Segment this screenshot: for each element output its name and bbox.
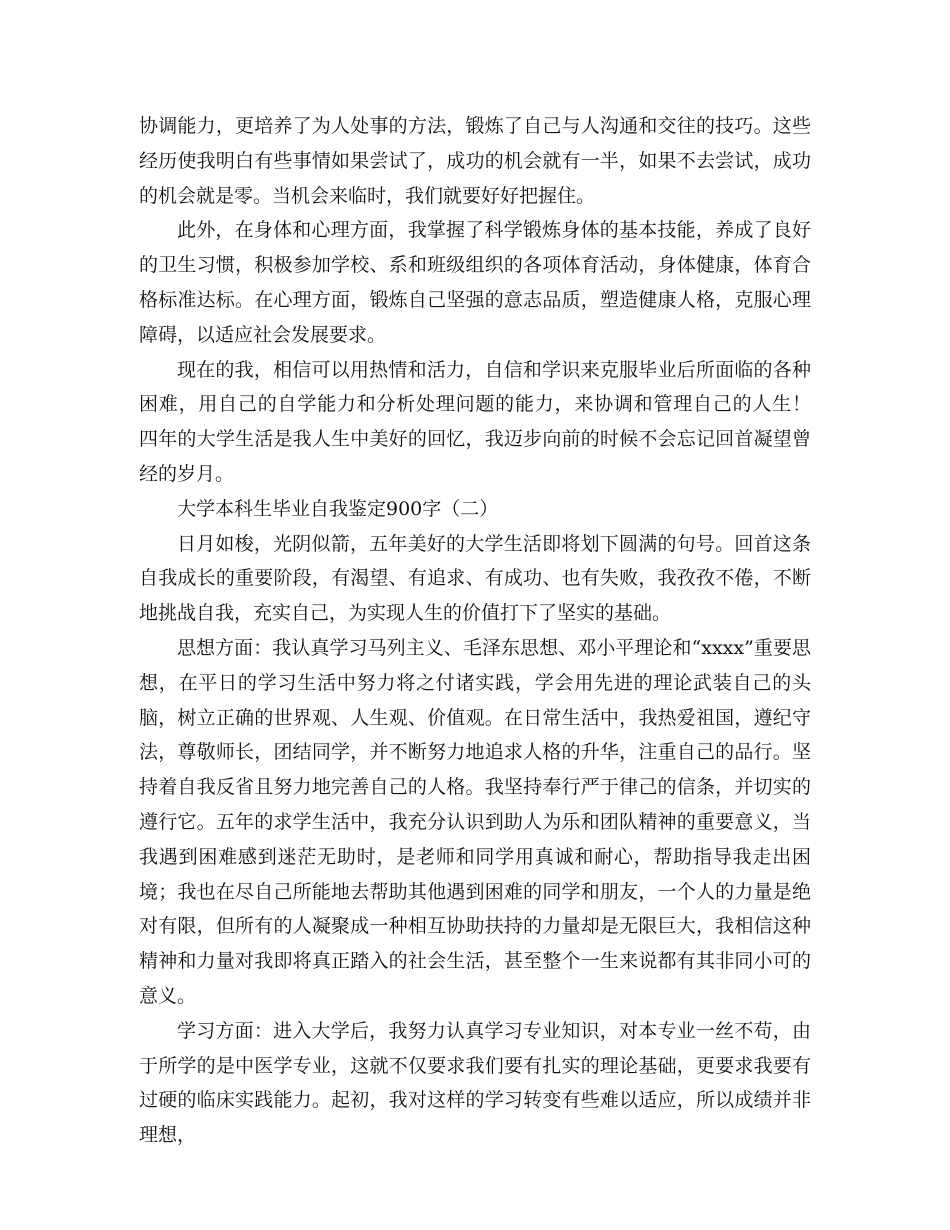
paragraph-study: 学习方面：进入大学后，我努力认真学习专业知识，对本专业一丝不苟，由于所学的是中医学专业，这就不仅要求我们要有扎实的理论基础，更要求我要有过硬的临床实践能力。起初，我对这样的学习转变有些难以适应，所以成绩并非理想， <box>139 1019 811 1147</box>
paragraph-continuation: 协调能力，更培养了为人处事的方法，锻炼了自己与人沟通和交往的技巧。这些经历使我明白有些事情如果尝试了，成功的机会就有一半，如果不去尝试，成功的机会就是零。当机会来临时，我们就要好好把握住。 <box>139 115 811 207</box>
document-page <box>139 109 831 1153</box>
paragraph-ideology: 思想方面：我认真学习马列主义、毛泽东思想、邓小平理论和“xxxx”重要思想，在平日的学习生活中努力将之付诸实践，学会用先进的理论武装自己的头脑，树立正确的世界观、人生观、价值观。在日常生活中，我热爱祖国，遵纪守法，尊敬师长，团结同学，并不断努力地追求人格的升华，注重自己的品行。坚持着自我反省且努力地完善自己的人格。我坚持奉行严于律己的信条，并切实的遵行它。五年的求学生活中，我充分认识到助人为乐和团队精神的重要意义，当我遇到困难感到迷茫无助时，是老师和同学用真诚和耐心，帮助指导我走出困境；我也在尽自己所能地去帮助其他遇到困难的同学和朋友，一个人的力量是绝对有限，但所有的人凝聚成一种相互协助扶持的力量却是无限巨大，我相信这种精神和力量对我即将真正踏入的社会生活，甚至整个一生来说都有其非同小可的意义。 <box>139 636 811 1007</box>
section-heading: 大学本科生毕业自我鉴定900字（二） <box>177 497 499 520</box>
paragraph-present-self: 现在的我，相信可以用热情和活力，自信和学识来克服毕业后所面临的各种困难，用自己的自学能力和分析处理问题的能力，来协调和管理自己的人生！ 四年的大学生活是我人生中美好的回忆，我迈步向前的时候不会忘记回首凝望曾经的岁月。 <box>139 358 831 485</box>
paragraph-body-and-mind: 此外，在身体和心理方面，我掌握了科学锻炼身体的基本技能，养成了良好的卫生习惯，积极参加学校、系和班级组织的各项体育活动，身体健康，体育合格标准达标。在心理方面，锻炼自己坚强的意志品质，塑造健康人格，克服心理障碍，以适应社会发展要求。 <box>139 219 811 346</box>
paragraph-intro: 日月如梭，光阴似箭，五年美好的大学生活即将划下圆满的句号。回首这条自我成长的重要阶段，有渴望、有追求、有成功、也有失败，我孜孜不倦，不断地挑战自我，充实自己，为实现人生的价值打下了坚实的基础。 <box>139 532 811 625</box>
